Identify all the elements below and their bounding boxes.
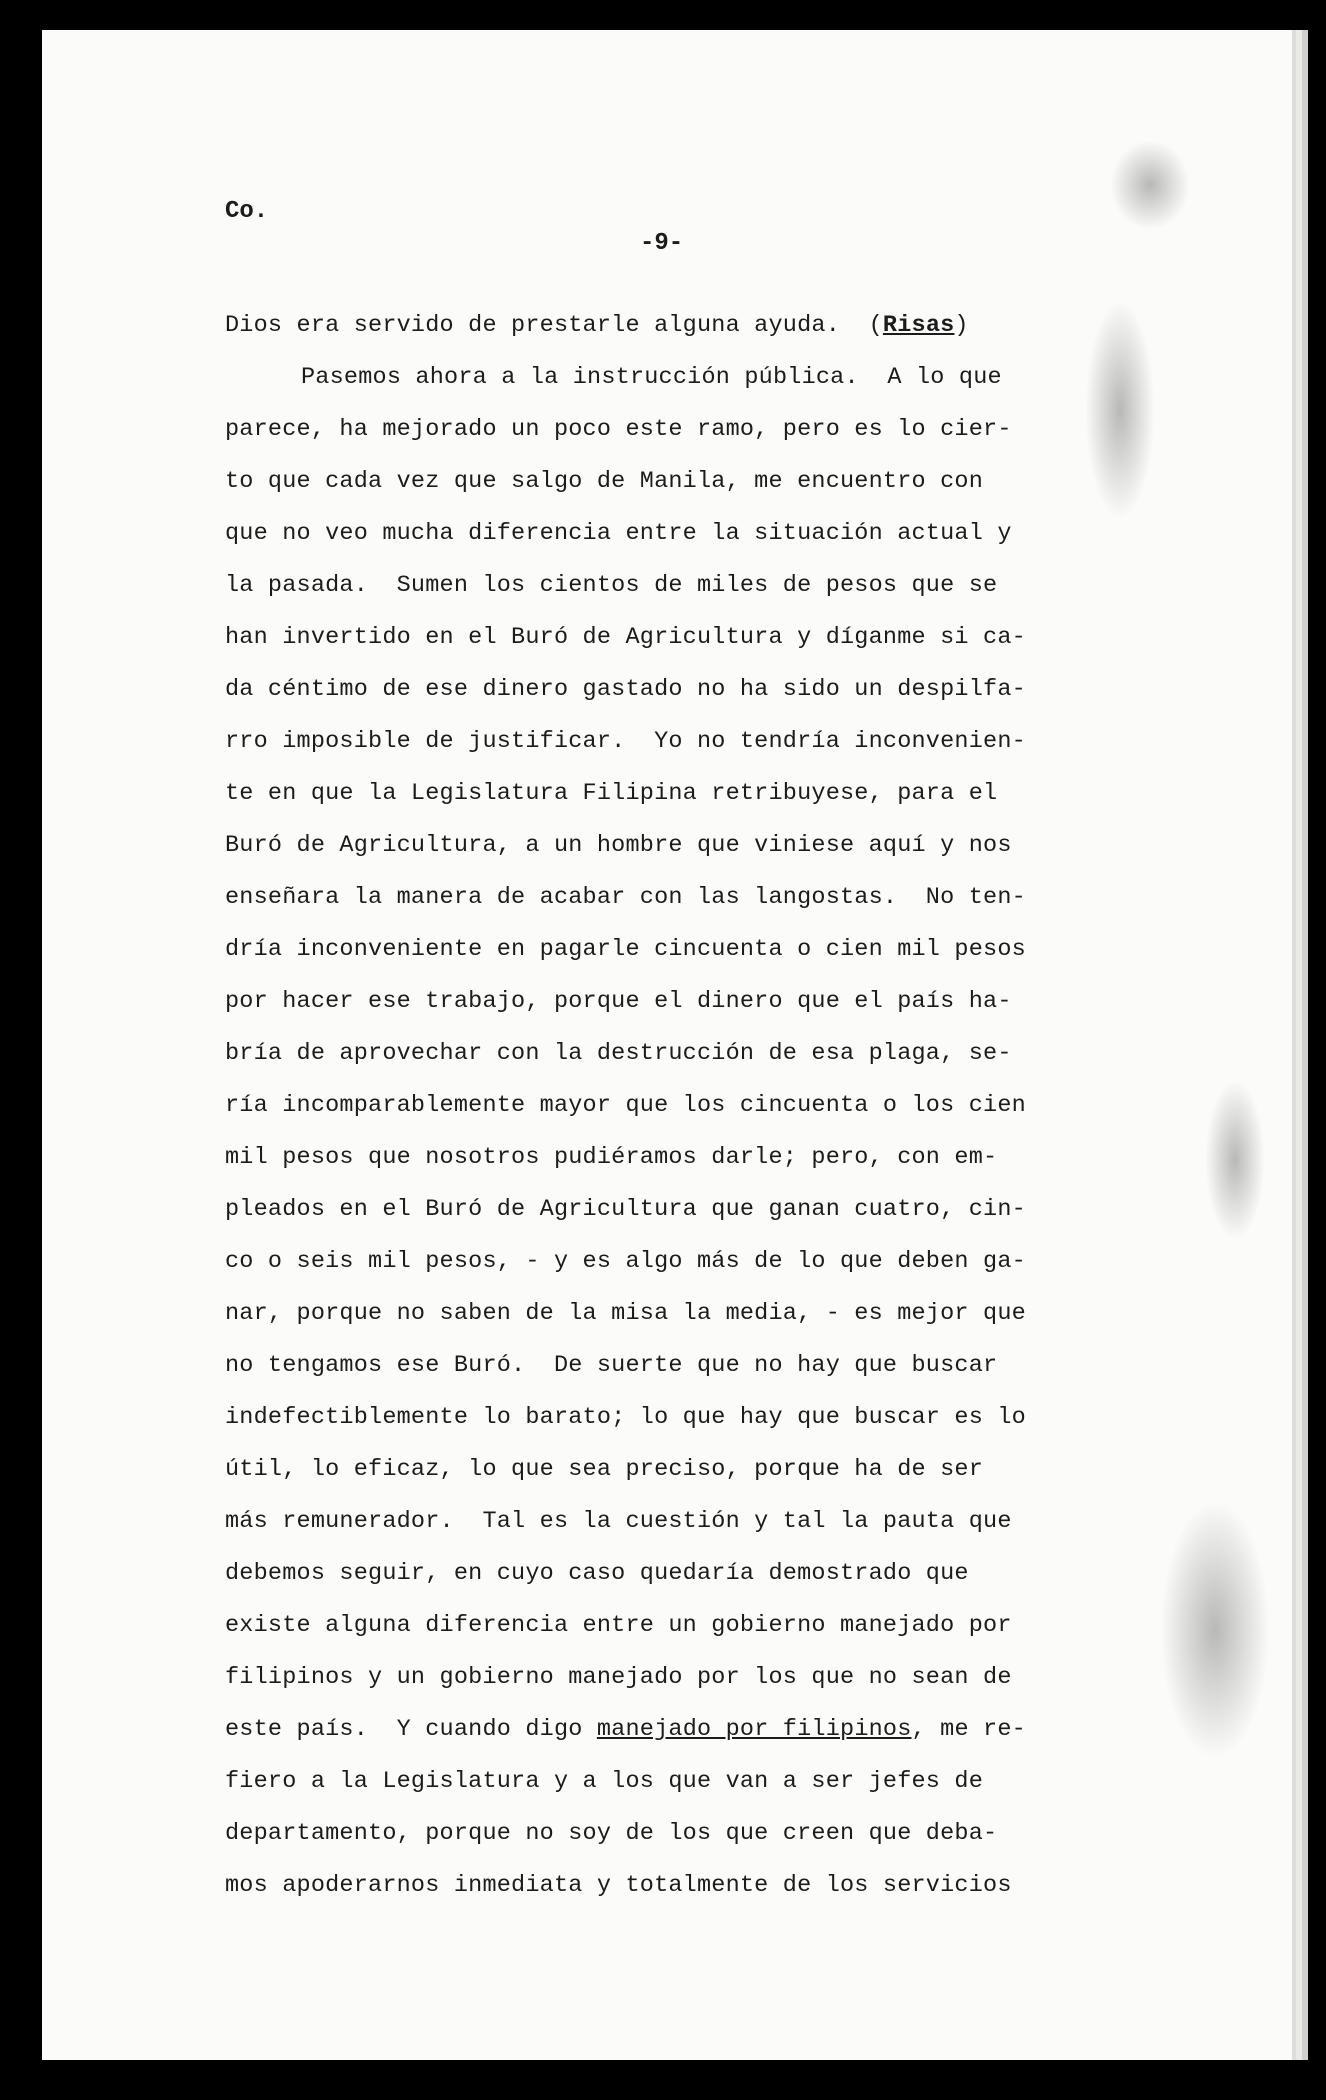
line-text: debemos seguir, en cuyo caso quedaría demostrado que xyxy=(225,1560,969,1587)
line-text: la pasada. Sumen los cientos de miles de pesos que se xyxy=(225,572,998,599)
line-text: da céntimo de ese dinero gastado no ha sido un despilfa- xyxy=(225,676,1026,703)
line-text: dría inconveniente en pagarle cincuenta o cien mil pesos xyxy=(225,936,1026,963)
text-line xyxy=(225,716,1125,768)
page-number: -9- xyxy=(640,230,684,257)
text-line xyxy=(225,1496,1125,1548)
line-text: pleados en el Buró de Agricultura que ganan cuatro, cin- xyxy=(225,1196,1026,1223)
text-line xyxy=(225,768,1125,820)
text-line xyxy=(225,352,1125,404)
line-text-after: , me re- xyxy=(911,1716,1026,1743)
line-text: fiero a la Legislatura y a los que van a ser jefes de xyxy=(225,1768,984,1795)
line-text: parece, ha mejorado un poco este ramo, pero es lo cier- xyxy=(225,416,1012,443)
line-text: filipinos y un gobierno manejado por los que no sean de xyxy=(225,1664,1012,1691)
line-text-after: ) xyxy=(954,312,969,339)
line-text: nar, porque no saben de la misa la media, - es mejor que xyxy=(225,1300,1026,1327)
text-line xyxy=(225,1808,1125,1860)
text-line xyxy=(225,1184,1125,1236)
text-line xyxy=(225,300,1125,352)
text-line xyxy=(225,1236,1125,1288)
text-line xyxy=(225,1340,1125,1392)
line-text: co o seis mil pesos, - y es algo más de lo que deben ga- xyxy=(225,1248,1026,1275)
ink-smudge xyxy=(1205,1080,1265,1240)
text-line xyxy=(225,508,1125,560)
line-text: ría incomparablemente mayor que los cincuenta o los cien xyxy=(225,1092,1026,1119)
text-line xyxy=(225,1028,1125,1080)
line-text: este país. Y cuando digo xyxy=(225,1716,597,1743)
line-text: por hacer ese trabajo, porque el dinero que el país ha- xyxy=(225,988,1012,1015)
text-line xyxy=(225,1652,1125,1704)
line-text: han invertido en el Buró de Agricultura y díganme si ca- xyxy=(225,624,1026,651)
line-text: bría de aprovechar con la destrucción de esa plaga, se- xyxy=(225,1040,1012,1067)
text-line xyxy=(225,1288,1125,1340)
text-line xyxy=(225,1132,1125,1184)
line-text: mil pesos que nosotros pudiéramos darle; pero, con em- xyxy=(225,1144,998,1171)
text-line xyxy=(225,1392,1125,1444)
line-text: existe alguna diferencia entre un gobierno manejado por xyxy=(225,1612,1012,1639)
text-line xyxy=(225,612,1125,664)
text-line xyxy=(225,1444,1125,1496)
line-text: to que cada vez que salgo de Manila, me encuentro con xyxy=(225,468,984,495)
text-line xyxy=(225,872,1125,924)
text-line xyxy=(225,820,1125,872)
corner-mark: Co. xyxy=(225,198,269,225)
line-text: te en que la Legislatura Filipina retribuyese, para el xyxy=(225,780,998,807)
text-line xyxy=(225,1756,1125,1808)
line-text: que no veo mucha diferencia entre la situación actual y xyxy=(225,520,1012,547)
line-text: Pasemos ahora a la instrucción pública. A lo que xyxy=(301,364,1002,391)
text-line xyxy=(225,1600,1125,1652)
text-line xyxy=(225,404,1125,456)
text-line xyxy=(225,924,1125,976)
stage-direction: Risas xyxy=(882,312,955,339)
text-line xyxy=(225,1548,1125,1600)
ink-smudge xyxy=(1160,1500,1270,1760)
paragraph-lines xyxy=(225,300,1125,1912)
text-line xyxy=(225,1860,1125,1912)
ink-smudge xyxy=(1110,140,1190,230)
text-line xyxy=(225,1080,1125,1132)
text-line xyxy=(225,664,1125,716)
line-text: más remunerador. Tal es la cuestión y tal la pauta que xyxy=(225,1508,1012,1535)
text-line xyxy=(225,456,1125,508)
line-text: Dios era servido de prestarle alguna ayuda. ( xyxy=(225,312,883,339)
line-text: departamento, porque no soy de los que creen que deba- xyxy=(225,1820,998,1847)
line-text: no tengamos ese Buró. De suerte que no hay que buscar xyxy=(225,1352,998,1379)
line-text: Buró de Agricultura, a un hombre que viniese aquí y nos xyxy=(225,832,1012,859)
line-text: rro imposible de justificar. Yo no tendría inconvenien- xyxy=(225,728,1026,755)
underlined-phrase: manejado por filipinos xyxy=(596,1716,912,1743)
line-text: indefectiblemente lo barato; lo que hay que buscar es lo xyxy=(225,1404,1026,1431)
line-text: mos apoderarnos inmediata y totalmente de los servicios xyxy=(225,1872,1012,1899)
line-text: enseñara la manera de acabar con las langostas. No ten- xyxy=(225,884,1026,911)
text-line xyxy=(225,976,1125,1028)
text-line xyxy=(225,560,1125,612)
line-text: útil, lo eficaz, lo que sea preciso, porque ha de ser xyxy=(225,1456,984,1483)
text-line xyxy=(225,1704,1125,1756)
